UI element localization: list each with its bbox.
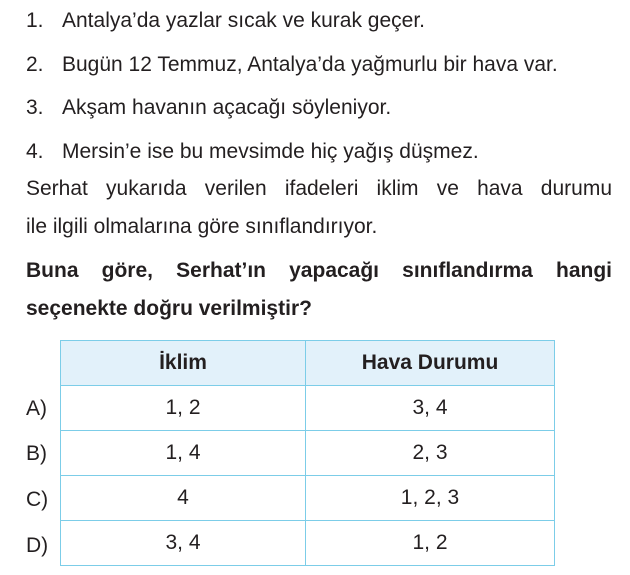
option-a-label[interactable]: A) [26,397,47,420]
option-c-label[interactable]: C) [26,488,49,511]
question-line-2: seçenekte doğru verilmiştir? [26,297,312,320]
cell-iklim: 1, 4 [61,431,306,476]
cell-hava: 1, 2, 3 [306,476,555,521]
statement-1 [26,8,425,34]
question-line-1: Buna göre, Serhat’ın yapacağı sınıflandırma hangi [26,259,612,282]
question-paragraph [26,252,612,328]
statement-4 [26,139,479,165]
cell-iklim: 3, 4 [61,521,306,566]
statement-number: 4. [26,140,44,163]
cell-hava: 3, 4 [306,386,555,431]
cell-iklim: 1, 2 [61,386,306,431]
intro-line-2: ile ilgili olmalarına göre sınıflandırıyor. [26,215,378,238]
intro-line-1: Serhat yukarıda verilen ifadeleri iklim ve hava durumu [26,177,612,200]
statement-text: Antalya’da yazlar sıcak ve kurak geçer. [62,9,426,32]
table-row [61,386,555,431]
cell-iklim: 4 [61,476,306,521]
statement-number: 1. [26,9,44,32]
option-d-label[interactable]: D) [26,534,49,557]
intro-paragraph [26,170,612,246]
header-hava-durumu: Hava Durumu [306,341,555,386]
answer-table [60,340,555,566]
header-iklim: İklim [61,341,306,386]
table-header-row [61,341,555,386]
table-row [61,431,555,476]
cell-hava: 1, 2 [306,521,555,566]
option-b-label[interactable]: B) [26,442,47,465]
statement-2 [26,52,558,78]
table-row [61,476,555,521]
cell-hava: 2, 3 [306,431,555,476]
table-row [61,521,555,566]
statement-3 [26,95,391,121]
statement-text: Mersin’e ise bu mevsimde hiç yağış düşmez. [62,140,479,163]
statement-text: Bugün 12 Temmuz, Antalya’da yağmurlu bir hava var. [62,53,558,76]
statement-number: 3. [26,96,44,119]
statement-number: 2. [26,53,44,76]
statement-text: Akşam havanın açacağı söyleniyor. [62,96,392,119]
